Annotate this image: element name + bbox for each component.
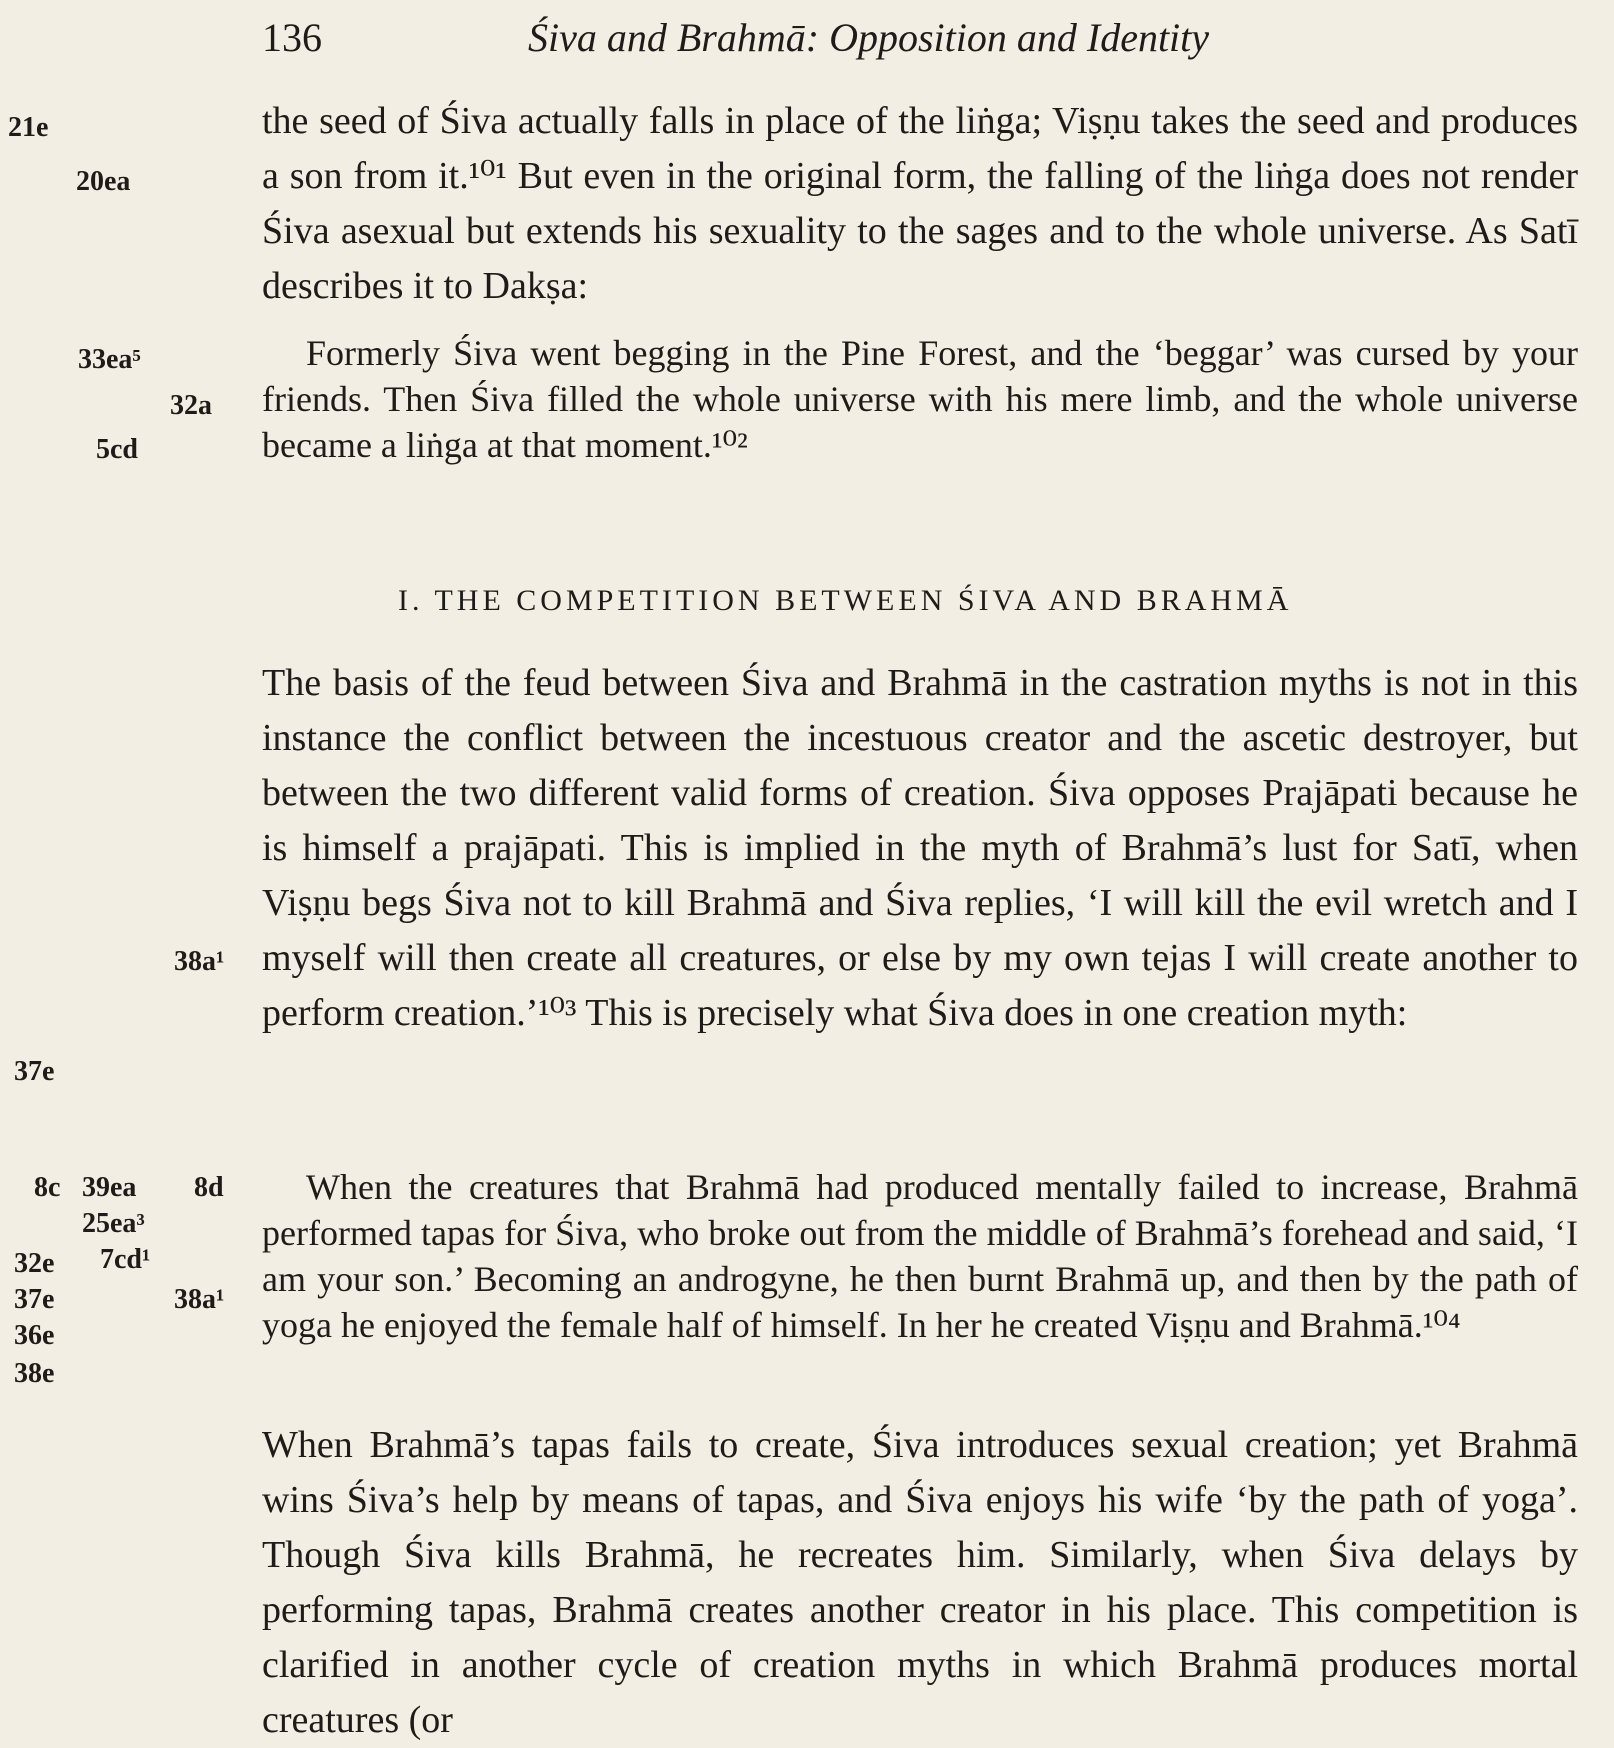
margin-note: 33ea⁵ <box>78 344 141 375</box>
quote-creation-myth: When the creatures that Brahmā had produced mentally failed to increase, Brahmā performed tapas for Śiva, who broke out from the middle of Brahmā’s forehead and said, ‘I am your son.’ Becoming an androgyne, he then burnt Brahmā up, and then by the path of yoga he enjoyed the female half of himself. In her he created Viṣṇu and Brahmā.¹⁰⁴ <box>262 1167 1578 1345</box>
paragraph-3: When Brahmā’s tapas fails to create, Śiva introduces sexual creation; yet Brahmā wins Śiva’s help by means of tapas, and Śiva enjoys his wife ‘by the path of yoga’. Though Śiva kills Brahmā, he recreates him. Similarly, when Śiva delays by performing tapas, Brahmā creates another creator in his place. This competition is clarified in another cycle of creation myths in which Brahmā produces mortal creatures (or <box>262 1424 1578 1741</box>
margin-note: 25ea³ <box>82 1208 145 1239</box>
margin-note: 36e <box>14 1320 55 1351</box>
margin-note: 38a¹ <box>174 946 225 977</box>
margin-note: 8d <box>194 1172 224 1203</box>
margin-note: 5cd <box>96 434 138 465</box>
margin-note: 32a <box>170 390 212 421</box>
margin-note: 38e <box>14 1358 55 1389</box>
margin-note: 7cd¹ <box>100 1244 151 1275</box>
running-title: Śiva and Brahmā: Opposition and Identity <box>528 15 1210 60</box>
margin-note: 37e <box>14 1284 55 1315</box>
margin-note: 20ea <box>76 166 131 197</box>
margin-note: 37e <box>14 1056 55 1087</box>
margin-note: 32e <box>14 1248 55 1279</box>
margin-note: 8c <box>34 1172 61 1203</box>
quote-pine-forest: Formerly Śiva went begging in the Pine Forest, and the ‘beggar’ was cursed by your friends. Then Śiva filled the whole universe with his mere limb, and the whole universe became a liṅga at that moment.¹⁰² <box>262 333 1578 465</box>
paragraph-2: The basis of the feud between Śiva and Brahmā in the castration myths is not in this instance the conflict between the incestuous creator and the ascetic destroyer, but between the two different valid forms of creation. Śiva opposes Prajāpati because he is himself a prajāpati. This is implied in the myth of Brahmā’s lust for Satī, when Viṣṇu begs Śiva not to kill Brahmā and Śiva replies, ‘I will kill the evil wretch and I myself will then create all creatures, or else by my own tejas I will create another to perform creation.’¹⁰³ This is precisely what Śiva does in one creation myth: <box>262 662 1578 1034</box>
section-heading: I. THE COMPETITION BETWEEN ŚIVA AND BRAHMĀ <box>398 584 1293 617</box>
paragraph-1: the seed of Śiva actually falls in place of the liṅga; Viṣṇu takes the seed and produces a son from it.¹⁰¹ But even in the original form, the falling of the liṅga does not render Śiva asexual but extends his sexuality to the sages and to the whole universe. As Satī describes it to Dakṣa: <box>262 100 1578 307</box>
margin-note: 21e <box>8 112 49 143</box>
page-number: 136 <box>262 15 322 60</box>
margin-note: 38a¹ <box>174 1284 225 1315</box>
margin-note: 39ea <box>82 1172 137 1203</box>
